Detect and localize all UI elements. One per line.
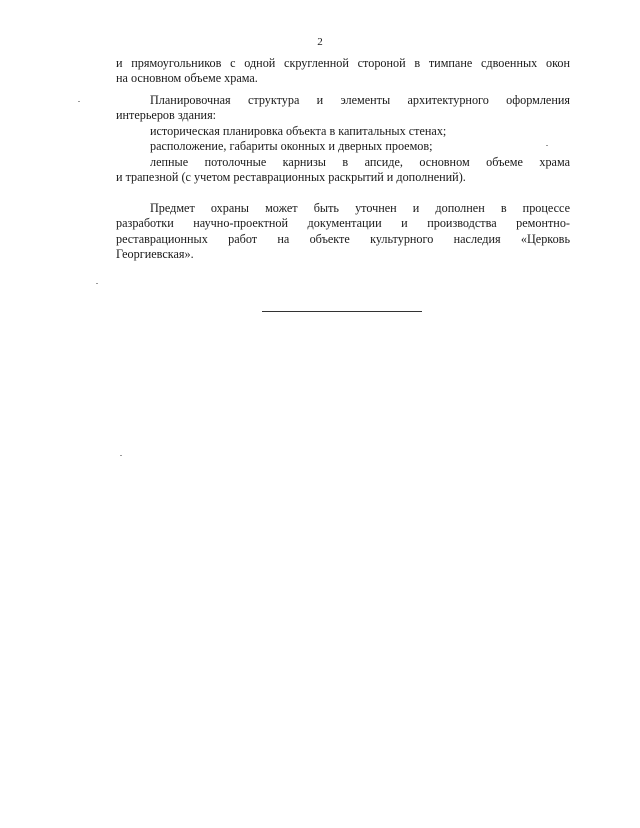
- text-line: реставрационных работ на объекте культурного наследия «Церковь: [116, 231, 570, 246]
- text-line: Георгиевская».: [116, 247, 194, 262]
- text-line: Планировочная структура и элементы архитектурного оформления: [150, 93, 570, 107]
- text-line: расположение, габариты оконных и дверных проемов;: [150, 139, 433, 154]
- page-number: 2: [317, 36, 323, 48]
- paragraph-planning: [116, 93, 570, 185]
- text-line: лепные потолочные карнизы в апсиде, основном объеме храма: [150, 154, 570, 169]
- scan-speck: [96, 283, 98, 284]
- scan-speck: [120, 455, 122, 456]
- scan-speck: [78, 101, 80, 102]
- text-line: разработки научно-проектной документации и производства ремонтно-: [116, 216, 570, 231]
- scan-speck: [546, 145, 548, 146]
- paragraph-subject: [116, 201, 570, 263]
- text-line: интерьеров здания:: [116, 108, 217, 123]
- paragraph-tympanum: [116, 56, 570, 87]
- text-line: и прямоугольников с одной скругленной стороной в тимпане сдвоенных окон: [116, 56, 570, 70]
- text-line: на основном объеме храма.: [116, 71, 258, 86]
- text-line: и трапезной (с учетом реставрационных раскрытий и дополнений).: [116, 170, 466, 185]
- closing-rule: [262, 311, 422, 312]
- text-line: Предмет охраны может быть уточнен и дополнен в процессе: [150, 201, 570, 215]
- text-line: историческая планировка объекта в капитальных стенах;: [150, 123, 447, 138]
